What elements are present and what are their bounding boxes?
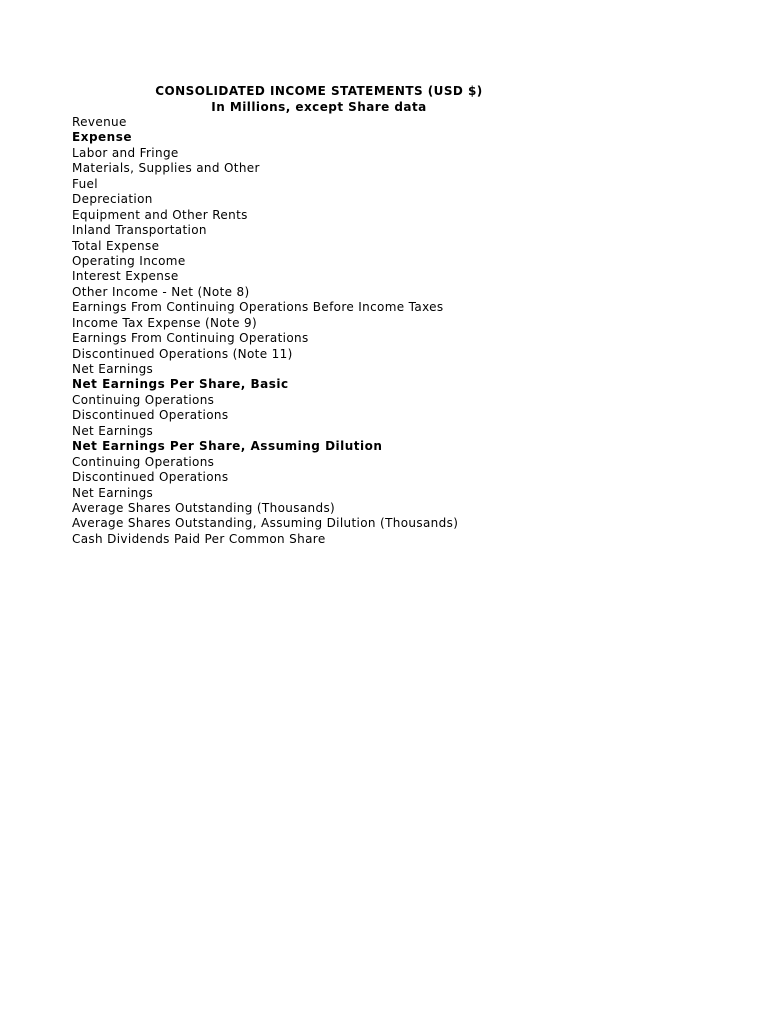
line-item-diluted-discontinued-ops: Discontinued Operations bbox=[72, 470, 229, 485]
statement-title: CONSOLIDATED INCOME STATEMENTS (USD $) bbox=[155, 84, 483, 98]
line-item-equipment-and-other-rents: Equipment and Other Rents bbox=[72, 207, 248, 222]
line-item-income-tax-expense: Income Tax Expense (Note 9) bbox=[72, 315, 257, 330]
section-heading-eps-basic: Net Earnings Per Share, Basic bbox=[72, 377, 289, 392]
line-item-net-earnings: Net Earnings bbox=[72, 362, 154, 376]
line-item-avg-shares-diluted: Average Shares Outstanding, Assuming Dilution (Thousands) bbox=[72, 516, 459, 531]
statement-header bbox=[72, 84, 566, 115]
line-item-diluted-continuing-ops: Continuing Operations bbox=[72, 454, 215, 469]
line-item-interest-expense: Interest Expense bbox=[72, 269, 179, 284]
line-item-discontinued-ops: Discontinued Operations (Note 11) bbox=[72, 346, 293, 361]
line-item-materials-supplies-other: Materials, Supplies and Other bbox=[72, 161, 260, 176]
statement-subtitle: In Millions, except Share data bbox=[211, 99, 427, 114]
line-item-total-expense: Total Expense bbox=[72, 238, 160, 253]
line-item-other-income-net: Other Income - Net (Note 8) bbox=[72, 284, 250, 299]
line-item-inland-transportation: Inland Transportation bbox=[72, 223, 207, 238]
line-item-revenue: Revenue bbox=[72, 115, 127, 129]
section-heading-eps-diluted: Net Earnings Per Share, Assuming Dilution bbox=[72, 439, 383, 454]
line-item-fuel: Fuel bbox=[72, 176, 98, 191]
income-statement-document bbox=[72, 84, 572, 547]
line-item-basic-continuing-ops: Continuing Operations bbox=[72, 392, 215, 407]
line-item-diluted-net-earnings: Net Earnings bbox=[72, 485, 154, 500]
line-item-depreciation: Depreciation bbox=[72, 192, 153, 207]
line-item-labor-and-fringe: Labor and Fringe bbox=[72, 145, 179, 160]
line-item-cash-dividends-per-share: Cash Dividends Paid Per Common Share bbox=[72, 531, 326, 546]
line-item-earnings-before-taxes: Earnings From Continuing Operations Before Income Taxes bbox=[72, 300, 444, 315]
line-item-basic-net-earnings: Net Earnings bbox=[72, 423, 154, 438]
line-item-earnings-continuing-ops: Earnings From Continuing Operations bbox=[72, 331, 309, 346]
line-item-basic-discontinued-ops: Discontinued Operations bbox=[72, 408, 229, 423]
section-heading-expense: Expense bbox=[72, 130, 132, 145]
line-item-list bbox=[72, 115, 572, 547]
line-item-avg-shares-outstanding: Average Shares Outstanding (Thousands) bbox=[72, 500, 336, 515]
line-item-operating-income: Operating Income bbox=[72, 253, 186, 268]
